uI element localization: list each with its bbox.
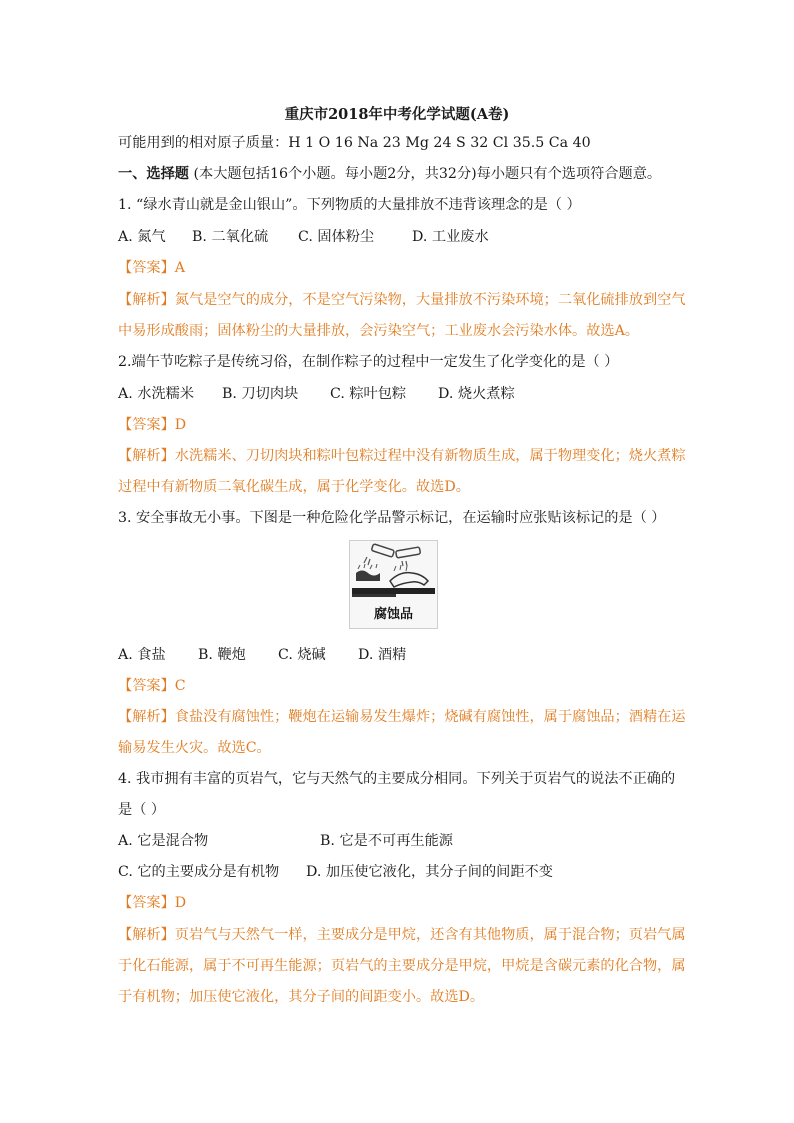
q4-option-b: B. 它是不可再生能源 xyxy=(320,833,453,849)
q3-stem: 3. 安全事故无小事。下图是一种危险化学品警示标记，在运输时应张贴该标记的是（ ） xyxy=(118,510,666,526)
q3-analysis-line2: 输易发生火灾。故选C。 xyxy=(118,740,271,756)
exam-title: 重庆市2018年中考化学试题(A卷) xyxy=(284,106,510,123)
q1-answer: 【答案】A xyxy=(118,260,185,276)
q1-analysis-line1: 【解析】氮气是空气的成分，不是空气污染物，大量排放不污染环境；二氧化硫排放到空气 xyxy=(118,292,686,308)
corrosive-sign-label: 腐蚀品 xyxy=(373,607,413,622)
q2-answer: 【答案】D xyxy=(118,417,187,433)
q1-option-b: B. 二氧化硫 xyxy=(192,229,269,245)
section-heading-label: 一、选择题 xyxy=(118,166,189,182)
q3-answer: 【答案】C xyxy=(118,678,186,694)
q2-option-a: A. 水洗糯米 xyxy=(118,386,195,402)
atomic-masses: 可能用到的相对原子质量：H 1 O 16 Na 23 Mg 24 S 32 Cl 35.5 Ca 40 xyxy=(118,135,591,151)
q3-option-b: B. 鞭炮 xyxy=(198,647,246,663)
q1-option-a: A. 氮气 xyxy=(118,229,166,245)
q4-analysis-line1: 【解析】页岩气与天然气一样，主要成分是甲烷，还含有其他物质，属于混合物；页岩气属 xyxy=(118,927,686,943)
q4-option-d: D. 加压使它液化，其分子间的间距不变 xyxy=(306,864,553,880)
q2-option-d: D. 烧火煮粽 xyxy=(438,386,515,402)
q3-option-d: D. 酒精 xyxy=(358,647,407,663)
q4-stem-line1: 4. 我市拥有丰富的页岩气，它与天然气的主要成分相同。下列关于页岩气的说法不正确的 xyxy=(118,771,676,787)
q1-option-c: C. 固体粉尘 xyxy=(298,229,375,245)
q4-option-a: A. 它是混合物 xyxy=(118,833,209,849)
q4-analysis-line2: 于化石能源，属于不可再生能源；页岩气的主要成分是甲烷，甲烷是含碳元素的化合物，属 xyxy=(118,958,686,974)
q3-option-a: A. 食盐 xyxy=(118,647,166,663)
q3-option-c: C. 烧碱 xyxy=(278,647,326,663)
q4-analysis-line3: 于有机物；加压使它液化，其分子间的间距变小。故选D。 xyxy=(118,989,485,1005)
q2-option-c: C. 粽叶包粽 xyxy=(330,386,407,402)
q3-options xyxy=(118,645,676,665)
q2-analysis-line2: 过程中有新物质二氧化碳生成，属于化学变化。故选D。 xyxy=(118,479,470,495)
q4-options-row1 xyxy=(118,831,676,851)
q2-option-b: B. 刀切肉块 xyxy=(222,386,299,402)
q1-option-d: D. 工业废水 xyxy=(412,229,489,245)
q4-stem-line2: 是（ ） xyxy=(118,802,166,818)
section-heading-instructions: (本大题包括16个小题。每小题2分，共32分)每小题只有个选项符合题意。 xyxy=(193,166,662,182)
q1-options xyxy=(118,227,676,247)
q4-option-c: C. 它的主要成分是有机物 xyxy=(118,864,280,880)
q2-stem: 2.端午节吃粽子是传统习俗，在制作粽子的过程中一定发生了化学变化的是（ ） xyxy=(118,354,619,370)
section-heading xyxy=(118,164,676,184)
q4-options-row2 xyxy=(118,862,676,882)
q1-analysis-line2: 中易形成酸雨；固体粉尘的大量排放，会污染空气；工业废水会污染水体。故选A。 xyxy=(118,323,639,339)
corrosive-warning-sign xyxy=(349,540,438,629)
q4-answer: 【答案】D xyxy=(118,895,187,911)
q2-analysis-line1: 【解析】水洗糯米、刀切肉块和粽叶包粽过程中没有新物质生成，属于物理变化；烧火煮粽 xyxy=(118,448,686,464)
q3-analysis-line1: 【解析】食盐没有腐蚀性；鞭炮在运输易发生爆炸；烧碱有腐蚀性，属于腐蚀品；酒精在运 xyxy=(118,709,686,725)
q1-stem: 1. “绿水青山就是金山银山”。下列物质的大量排放不违背该理念的是（ ） xyxy=(118,197,581,213)
q2-options xyxy=(118,384,676,404)
